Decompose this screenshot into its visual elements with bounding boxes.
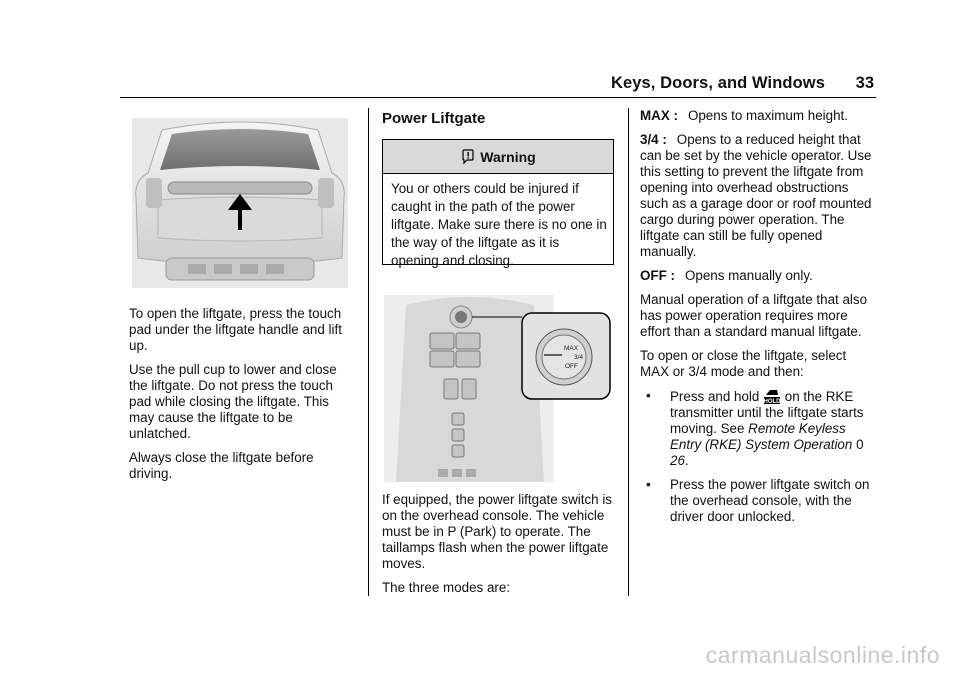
bullet-text-before: Press and hold — [670, 389, 760, 404]
paragraph: Always close the liftgate before driving. — [129, 450, 314, 481]
mode-off — [640, 268, 875, 284]
paragraph: To open the liftgate, press the touch pad under the liftgate handle and lift up. — [129, 306, 342, 353]
bullet-text-end: . — [684, 453, 689, 468]
warning-title: Warning — [480, 148, 536, 165]
liftgate-hold-icon — [763, 388, 781, 404]
watermark: carmanualsonline.info — [705, 642, 940, 668]
overhead-console-illustration — [384, 295, 612, 482]
bullet-mark: • — [646, 388, 651, 403]
column-divider-right — [628, 108, 629, 596]
paragraph: If equipped, the power liftgate switch is on the overhead console. The vehicle must be in P (Park) to operate. The taillamps flash when the power liftgate moves. — [382, 492, 613, 571]
column-2-text — [382, 492, 614, 604]
mode-desc: Opens to a reduced height that can be set by the vehicle operator. Use this setting to prevent the liftgate from opening into overhead obstructions such as a garage door or roof mounted cargo during power operation. The liftgate can still be fully opened manually. — [640, 132, 872, 259]
bullet-item — [640, 477, 875, 525]
page-header-title: Keys, Doors, and Windows — [610, 74, 825, 92]
column-3-text — [640, 108, 875, 533]
cross-reference-link[interactable]: Remote Keyless Entry (RKE) System Operation — [670, 421, 853, 452]
mode-three-quarter — [640, 132, 875, 260]
mode-desc: Opens manually only. — [684, 268, 813, 283]
console-label-three-quarter: 3/4 — [574, 354, 584, 361]
column-1-text — [129, 306, 351, 490]
page-reference[interactable]: 26 — [670, 453, 685, 468]
bullet-text — [670, 388, 875, 469]
bullet-item — [640, 388, 875, 469]
mode-term: 3/4 : — [640, 132, 667, 147]
warning-header — [383, 140, 613, 174]
page-ref-symbol: 0 — [856, 437, 864, 452]
mode-desc: Opens to maximum height. — [687, 108, 848, 123]
section-heading: Power Liftgate — [382, 110, 486, 127]
mode-term: MAX : — [640, 108, 678, 123]
warning-body: You or others could be injured if caught in the path of the power liftgate. Make sure there is no one in the way of the liftgate as it is opening and closing. — [391, 181, 607, 268]
bullet-text-after: on the RKE transmitter until the liftgate starts moving. See — [670, 389, 864, 436]
hold-icon-label: HOLD — [763, 399, 781, 404]
liftgate-illustration — [132, 118, 348, 288]
paragraph: To open or close the liftgate, select MAX or 3/4 mode and then: — [640, 348, 847, 379]
warning-box — [382, 139, 614, 268]
paragraph: Use the pull cup to lower and close the liftgate. Do not press the touch pad while closing the liftgate. This may cause the liftgate to be unlatched. — [129, 362, 337, 441]
paragraph: The three modes are: — [382, 580, 511, 595]
mode-term: OFF : — [640, 268, 675, 283]
console-label-max: MAX — [564, 345, 579, 352]
paragraph: Manual operation of a liftgate that also has power operation requires more effort than a standard manual liftgate. — [640, 292, 868, 339]
bullet-text: Press the power liftgate switch on the overhead console, with the driver door unlocked. — [670, 477, 870, 524]
page-number: 33 — [855, 74, 874, 92]
console-label-off: OFF — [565, 363, 578, 370]
bullet-mark: • — [646, 477, 651, 492]
header-rule — [120, 97, 876, 98]
mode-max — [640, 108, 875, 124]
warning-triangle-icon — [460, 149, 476, 165]
column-divider-left — [368, 108, 369, 596]
